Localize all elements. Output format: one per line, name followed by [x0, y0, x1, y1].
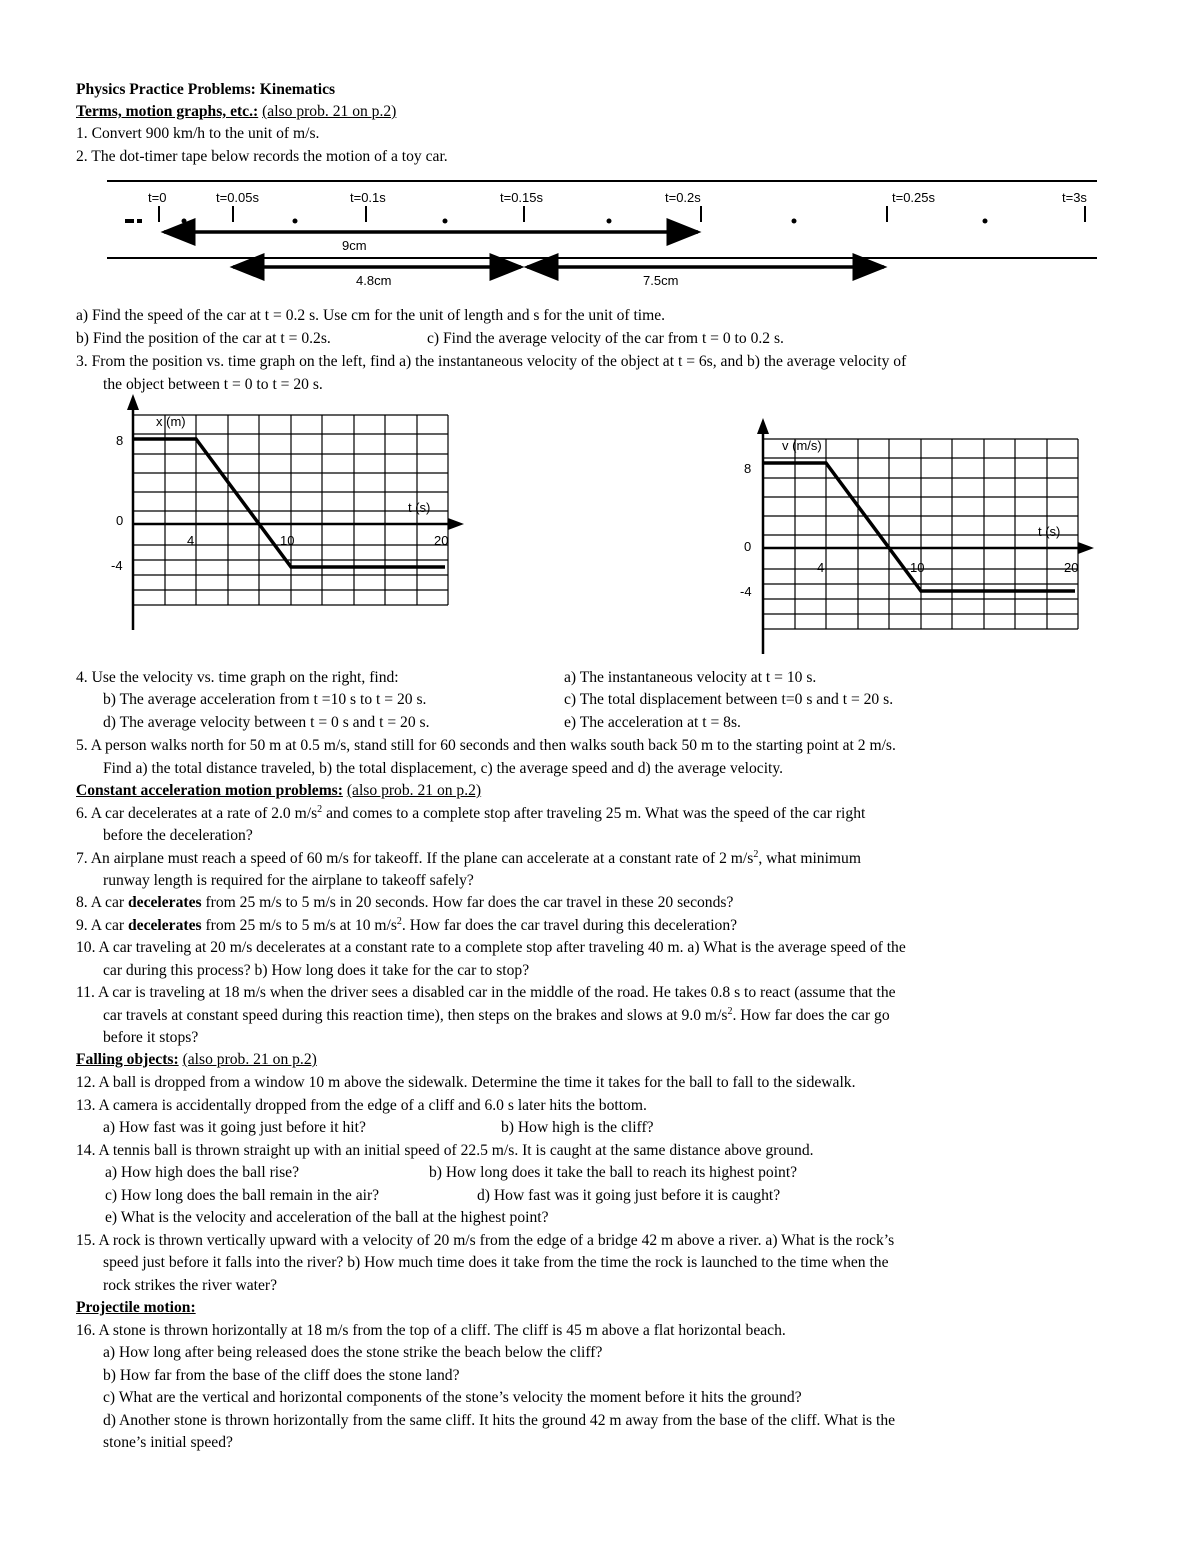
velocity-graph-grid	[763, 439, 1078, 629]
q7-text: 7. An airplane must reach a speed of 60 m/s for takeoff. If the plane can accelerate at a constant rate of 2 m/s	[76, 850, 754, 867]
question-14: 14. A tennis ball is thrown straight up with an initial speed of 22.5 m/s. It is caught at the same distance above ground.	[76, 1142, 814, 1159]
q8-bold: decelerates	[127, 894, 202, 911]
question-4e: e) The acceleration at t = 8s.	[564, 714, 741, 731]
question-12: 12. A ball is dropped from a window 10 m above the sidewalk. Determine the time it takes for the ball to fall to the sidewalk.	[76, 1074, 856, 1091]
q9-bold: decelerates	[127, 917, 202, 934]
position-graph-y-arrow	[127, 394, 139, 410]
question-14e: e) What is the velocity and acceleration of the ball at the highest point?	[105, 1209, 549, 1226]
tape-time-label: t=0.2s	[665, 190, 701, 205]
section-heading-terms	[76, 102, 396, 121]
question-16a: a) How long after being released does the stone strike the beach below the cliff?	[103, 1344, 603, 1361]
dot-timer-tape	[0, 170, 1200, 290]
position-graph-xtick: 20	[434, 533, 449, 548]
section-heading-terms-note: (also prob. 21 on p.2)	[262, 103, 397, 120]
question-2a: a) Find the speed of the car at t = 0.2 s. Use cm for the unit of length and s for the unit of time.	[76, 307, 666, 324]
q11-text: car travels at constant speed during this reaction time), then steps on the brakes and slows at 9.0 m/s	[103, 1007, 728, 1024]
tape-distance-9cm: 9cm	[342, 238, 367, 253]
q8-text-end: from 25 m/s to 5 m/s in 20 seconds. How far does the car travel in these 20 seconds?	[201, 894, 734, 911]
question-14b: b) How long does it take the ball to reach its highest point?	[429, 1164, 798, 1181]
question-14d: d) How fast was it going just before it is caught?	[477, 1187, 781, 1204]
question-4: 4. Use the velocity vs. time graph on the right, find:	[76, 669, 399, 686]
position-time-graph	[100, 392, 480, 637]
position-graph-x-arrow	[448, 518, 464, 530]
position-graph-xtick: 10	[280, 533, 295, 548]
velocity-graph-ytick: -4	[740, 584, 752, 599]
velocity-graph-xtick: 20	[1064, 560, 1079, 575]
question-2c: c) Find the average velocity of the car from t = 0 to 0.2 s.	[427, 330, 784, 347]
q8-text: 8. A car	[76, 894, 128, 911]
velocity-graph-ylabel: v (m/s)	[782, 438, 822, 453]
tape-distance-7-5cm: 7.5cm	[643, 273, 679, 288]
question-13: 13. A camera is accidentally dropped from the edge of a cliff and 6.0 s later hits the bottom.	[76, 1097, 647, 1114]
question-9	[76, 916, 737, 935]
tape-dots	[125, 219, 988, 224]
question-16d-line2: stone’s initial speed?	[103, 1434, 233, 1451]
q11-text-end: . How far does the car go	[732, 1007, 890, 1024]
q7-text-end: , what minimum	[758, 850, 861, 867]
question-16c: c) What are the vertical and horizontal components of the stone’s velocity the moment before it hits the ground?	[103, 1389, 802, 1406]
tape-time-label: t=0.1s	[350, 190, 386, 205]
velocity-graph-x-arrow	[1078, 542, 1094, 554]
q6-exponent: 2	[317, 803, 323, 815]
position-graph-ytick: 8	[116, 433, 124, 448]
question-2b: b) Find the position of the car at t = 0.2s.	[76, 330, 331, 347]
question-3-line1: 3. From the position vs. time graph on the left, find a) the instantaneous velocity of the object at t = 6s, and b) the average velocity of	[76, 353, 907, 370]
q9-text-mid: from 25 m/s to 5 m/s at 10 m/s	[201, 917, 397, 934]
question-4b: b) The average acceleration from t =10 s to t = 20 s.	[103, 691, 427, 708]
position-graph-ytick: 0	[116, 513, 124, 528]
question-4d: d) The average velocity between t = 0 s and t = 20 s.	[103, 714, 430, 731]
question-15-line3: rock strikes the river water?	[103, 1277, 278, 1294]
q9-text: 9. A car	[76, 917, 128, 934]
velocity-graph-ytick: 8	[744, 461, 752, 476]
tape-tick-marks	[159, 206, 1085, 222]
position-graph-xtick: 4	[187, 533, 195, 548]
question-6-line1	[76, 804, 865, 823]
question-11-line2	[103, 1006, 890, 1025]
tape-time-label: t=0.15s	[500, 190, 544, 205]
question-16: 16. A stone is thrown horizontally at 18 m/s from the top of a cliff. The cliff is 45 m above a flat horizontal beach.	[76, 1322, 786, 1339]
question-5-line1: 5. A person walks north for 50 m at 0.5 m/s, stand still for 60 seconds and then walks south back 50 m to the starting point at 2 m/s.	[76, 737, 896, 754]
question-16d-line1: d) Another stone is thrown horizontally from the same cliff. It hits the ground 42 m away from the base of the cliff. What is the	[103, 1412, 896, 1429]
page-title: Physics Practice Problems: Kinematics	[76, 81, 336, 98]
q11-exponent: 2	[727, 1005, 733, 1017]
question-4c: c) The total displacement between t=0 s and t = 20 s.	[564, 691, 894, 708]
question-6-line2: before the deceleration?	[103, 827, 253, 844]
velocity-graph-xlabel: t (s)	[1038, 524, 1061, 539]
question-3-line2: the object between t = 0 to t = 20 s.	[103, 376, 323, 393]
question-10-line1: 10. A car traveling at 20 m/s decelerates at a constant rate to a complete stop after traveling 40 m. a) What is the average speed of the	[76, 939, 906, 956]
section-heading-falling-note: (also prob. 21 on p.2)	[182, 1051, 317, 1068]
question-13b: b) How high is the cliff?	[501, 1119, 654, 1136]
question-5-line2: Find a) the total distance traveled, b) the total displacement, c) the average speed and d) the average velocity.	[103, 760, 784, 777]
section-heading-terms-label: Terms, motion graphs, etc.:	[76, 103, 259, 120]
question-14a: a) How high does the ball rise?	[105, 1164, 300, 1181]
q9-text-end: . How far does the car travel during this deceleration?	[401, 917, 738, 934]
velocity-time-graph	[730, 416, 1110, 661]
question-15-line1: 15. A rock is thrown vertically upward with a velocity of 20 m/s from the edge of a bridge 42 m above a river. a) What is the rock’s	[76, 1232, 895, 1249]
tape-time-label: t=0.05s	[216, 190, 260, 205]
velocity-graph-y-arrow	[757, 418, 769, 434]
question-2: 2. The dot-timer tape below records the motion of a toy car.	[76, 148, 448, 165]
question-4a: a) The instantaneous velocity at t = 10 s.	[564, 669, 817, 686]
section-heading-constant	[76, 781, 481, 800]
question-11-line3: before it stops?	[103, 1029, 199, 1046]
question-14c: c) How long does the ball remain in the air?	[105, 1187, 380, 1204]
question-10-line2: car during this process? b) How long does it take for the car to stop?	[103, 962, 530, 979]
section-heading-constant-note: (also prob. 21 on p.2)	[346, 782, 482, 799]
question-15-line2: speed just before it falls into the river? b) How much time does it take from the time the rock is launched to the time when the	[103, 1254, 889, 1271]
q7-exponent: 2	[753, 848, 759, 860]
position-graph-ytick: -4	[111, 558, 123, 573]
section-heading-constant-label: Constant acceleration motion problems:	[76, 782, 343, 799]
velocity-graph-xtick: 10	[910, 560, 925, 575]
tape-time-label: t=3s	[1062, 190, 1087, 205]
tape-time-label: t=0	[148, 190, 167, 205]
position-graph-ylabel: x (m)	[156, 414, 186, 429]
velocity-graph-xtick: 4	[817, 560, 825, 575]
question-16b: b) How far from the base of the cliff does the stone land?	[103, 1367, 460, 1384]
section-heading-falling	[76, 1050, 317, 1069]
position-graph-xlabel: t (s)	[408, 500, 431, 515]
question-7-line1	[76, 849, 861, 868]
question-1: 1. Convert 900 km/h to the unit of m/s.	[76, 125, 320, 142]
question-7-line2: runway length is required for the airplane to takeoff safely?	[103, 872, 474, 889]
q6-text-end: and comes to a complete stop after traveling 25 m. What was the speed of the car right	[322, 805, 866, 822]
velocity-graph-ytick: 0	[744, 539, 752, 554]
tape-time-label: t=0.25s	[892, 190, 936, 205]
question-11-line1: 11. A car is traveling at 18 m/s when the driver sees a disabled car in the middle of the road. He takes 0.8 s to react (assume that the	[76, 984, 896, 1001]
position-graph-grid	[133, 415, 448, 605]
section-heading-projectile: Projectile motion:	[76, 1299, 196, 1316]
tape-distance-4-8cm: 4.8cm	[356, 273, 392, 288]
section-heading-falling-label: Falling objects:	[76, 1051, 179, 1068]
question-13a: a) How fast was it going just before it hit?	[103, 1119, 366, 1136]
q9-exponent: 2	[396, 915, 402, 927]
question-8	[76, 893, 733, 912]
q6-text: 6. A car decelerates at a rate of 2.0 m/s	[76, 805, 318, 822]
